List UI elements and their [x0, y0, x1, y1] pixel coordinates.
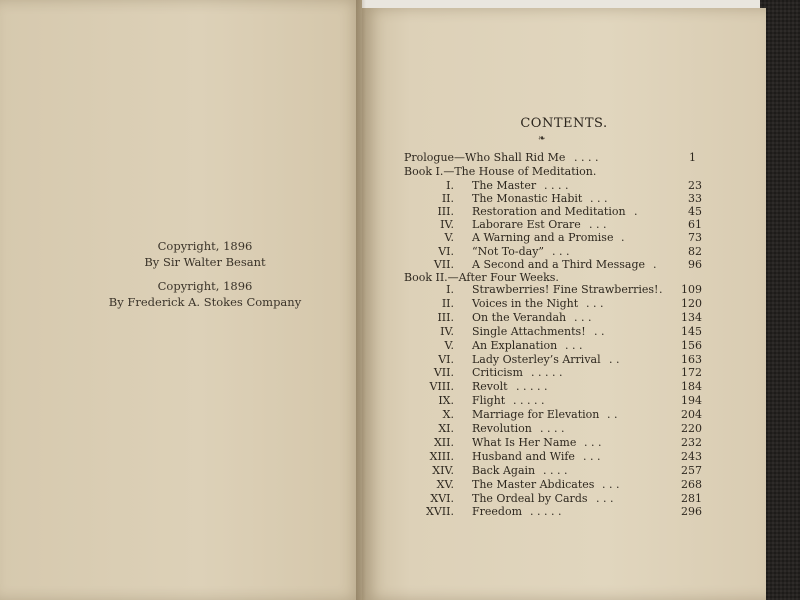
toc-entry-title: The Master	[472, 179, 537, 192]
toc-entry-prologue	[404, 151, 714, 165]
toc-entry	[404, 311, 714, 325]
toc-leader-dots: . . .	[574, 310, 592, 324]
toc-entry-title: Laborare Est Orare	[472, 218, 581, 232]
toc-entry	[404, 231, 714, 245]
contents-heading: CONTENTS.	[520, 116, 608, 131]
toc-leader-dots: . . . .	[540, 422, 565, 435]
toc-entry-numeral: VII.	[433, 257, 454, 271]
toc-entry	[404, 325, 714, 339]
toc-entry-page: 156	[681, 338, 702, 352]
toc-leader-dots: . . .	[552, 244, 570, 258]
toc-entry-numeral: VI.	[438, 352, 454, 366]
toc-entry	[404, 297, 714, 311]
toc-entry-numeral: IV.	[440, 218, 454, 232]
toc-entry-title: A Warning and a Promise	[472, 231, 614, 245]
toc-entry-page: 109	[681, 283, 702, 296]
toc-entry	[404, 422, 714, 436]
copyright-year-line: Copyright, 1896	[157, 279, 253, 293]
toc-entry-title: “Not To-day”	[472, 244, 545, 258]
toc-entry-title: The Master Abdicates	[472, 477, 595, 491]
toc-entry-page: 145	[681, 324, 702, 338]
toc-entry	[404, 492, 714, 506]
toc-leader-dots: . . .	[590, 192, 608, 206]
toc-leader-dots: . . . . .	[531, 366, 563, 380]
toc-entry-title: Freedom	[472, 505, 523, 519]
toc-entry-title: Revolution	[472, 422, 532, 435]
toc-entry	[404, 408, 714, 422]
toc-entry	[404, 245, 714, 259]
toc-entry-numeral: XIII.	[429, 449, 454, 463]
toc-entry-title: Single Attachments!	[472, 324, 586, 338]
toc-leader-dots: . .	[607, 408, 618, 422]
toc-entry-page: 82	[688, 244, 702, 258]
toc-entry	[404, 505, 714, 519]
toc-entry-title: An Explanation	[472, 338, 558, 352]
toc-entry-numeral: XI.	[438, 422, 454, 435]
toc-entry-page: 61	[688, 218, 702, 232]
toc-leader-dots: . . .	[589, 218, 607, 232]
toc-leader-dots: . . . . .	[530, 505, 562, 519]
toc-entry	[404, 179, 714, 193]
toc-entry-title: Back Again	[472, 463, 536, 477]
toc-entry-page: 268	[681, 477, 702, 491]
toc-leader-dots: .	[659, 283, 663, 296]
toc-entry	[404, 394, 714, 408]
toc-leader-dots: . . .	[565, 338, 583, 352]
toc-entry-numeral: VIII.	[429, 380, 454, 394]
toc-entry-title: Flight	[472, 394, 506, 408]
toc-entry	[404, 205, 714, 219]
toc-entry-numeral: V.	[444, 231, 454, 245]
toc-entry-page: 257	[681, 463, 702, 477]
toc-entry-page: 120	[681, 296, 702, 310]
toc-entry-page: 296	[681, 505, 702, 519]
toc-entry-page: 23	[688, 179, 702, 192]
toc-entry-title: A Second and a Third Message	[472, 257, 646, 271]
toc-entry-title: Lady Osterley’s Arrival	[472, 352, 601, 366]
toc-entry-page: 232	[681, 435, 702, 449]
toc-entry-title: Revolt	[472, 380, 508, 394]
copyright-holder-line: By Frederick A. Stokes Company	[108, 295, 302, 309]
toc-entry	[404, 380, 714, 394]
toc-leader-dots: . . . .	[543, 463, 568, 477]
toc-leader-dots: . . . . .	[516, 380, 548, 394]
toc-entry-title: What Is Her Name	[472, 435, 577, 449]
toc-entry-numeral: I.	[446, 283, 454, 296]
toc-entry-title: The Ordeal by Cards	[472, 491, 588, 505]
copyright-year-line: Copyright, 1896	[157, 239, 253, 253]
toc-entry-title: Restoration and Meditation	[472, 205, 626, 219]
toc-entry	[404, 283, 714, 297]
toc-entry-numeral: XVII.	[426, 505, 454, 519]
toc-entry	[404, 436, 714, 450]
toc-entry-numeral: XII.	[433, 435, 454, 449]
toc-leader-dots: . . .	[596, 491, 614, 505]
toc-entry-page: 73	[688, 231, 702, 245]
book-heading: Book II.—After Four Weeks.	[404, 271, 559, 284]
toc-leader-dots: . . .	[602, 477, 620, 491]
toc-entry	[404, 464, 714, 478]
toc-entry-numeral: XVI.	[430, 491, 454, 505]
toc-leader-dots: . . .	[586, 296, 604, 310]
toc-entry	[404, 339, 714, 353]
toc-entry-page: 281	[681, 491, 702, 505]
toc-entry-numeral: II.	[441, 192, 454, 206]
toc-entry-page: 172	[681, 366, 702, 380]
toc-entry-numeral: VI.	[438, 244, 454, 258]
toc-entry	[404, 218, 714, 232]
toc-entry-numeral: II.	[441, 296, 454, 310]
toc-leader-dots: . . . .	[544, 179, 569, 192]
toc-entry-page: 243	[681, 449, 702, 463]
toc-entry-page: 163	[681, 352, 702, 366]
toc-entry	[404, 192, 714, 206]
toc-entry-numeral: X.	[442, 408, 454, 422]
toc-entry	[404, 450, 714, 464]
toc-entry-page: 33	[688, 192, 702, 206]
toc-entry-title: Strawberries! Fine Strawberries!	[472, 283, 659, 296]
toc-entry	[404, 366, 714, 380]
toc-entry-title: On the Verandah	[472, 310, 567, 324]
toc-entry-page: 45	[688, 205, 702, 219]
toc-entry-title: The Monastic Habit	[472, 192, 583, 206]
toc-entry-numeral: XIV.	[432, 463, 454, 477]
toc-entry	[404, 353, 714, 367]
toc-entry-page: 220	[681, 422, 702, 435]
toc-entry	[404, 478, 714, 492]
toc-entry	[404, 258, 714, 272]
toc-leader-dots: .	[634, 205, 638, 219]
toc-leader-dots: . .	[609, 352, 620, 366]
toc-leader-dots: .	[621, 231, 625, 245]
toc-leader-dots: . . . .	[574, 151, 599, 164]
toc-entry-title: Prologue—Who Shall Rid Me	[404, 151, 566, 164]
toc-entry-title: Criticism	[472, 366, 523, 380]
toc-entry-numeral: IV.	[440, 324, 454, 338]
book-heading: Book I.—The House of Meditation.	[404, 165, 597, 178]
copyright-holder-line: By Sir Walter Besant	[144, 255, 266, 269]
toc-entry-title: Marriage for Elevation	[472, 408, 600, 422]
toc-entry-numeral: V.	[444, 338, 454, 352]
toc-leader-dots: . . .	[584, 435, 602, 449]
toc-leader-dots: . . .	[583, 449, 601, 463]
fleuron-icon: ❧	[538, 134, 546, 144]
toc-entry-page: 204	[681, 408, 702, 422]
toc-leader-dots: .	[653, 257, 657, 271]
toc-entry-numeral: III.	[437, 310, 454, 324]
toc-entry-numeral: III.	[437, 205, 454, 219]
toc-entry-page: 184	[681, 380, 702, 394]
toc-leader-dots: . . . . .	[513, 394, 545, 408]
toc-leader-dots: . .	[594, 324, 605, 338]
toc-entry-numeral: VII.	[433, 366, 454, 380]
toc-entry-page: 194	[681, 394, 702, 408]
toc-entry-numeral: IX.	[438, 394, 454, 408]
toc-entry-numeral: I.	[446, 179, 454, 192]
toc-entry-page: 96	[688, 257, 702, 271]
toc-entry-title: Voices in the Night	[472, 296, 579, 310]
toc-entry-page: 1	[689, 151, 696, 164]
toc-entry-page: 134	[681, 310, 702, 324]
toc-entry-numeral: XV.	[436, 477, 454, 491]
toc-entry-title: Husband and Wife	[472, 449, 575, 463]
